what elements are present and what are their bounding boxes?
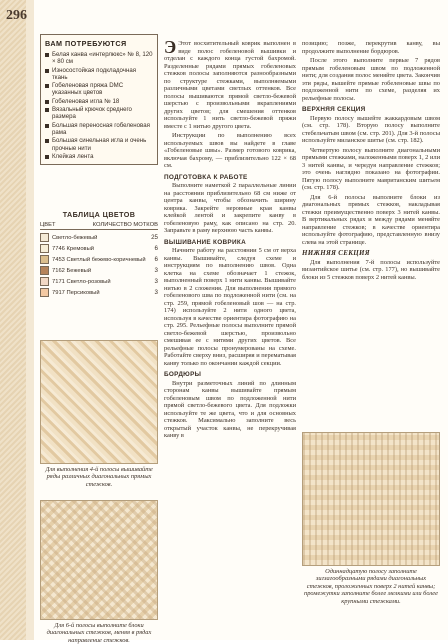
dropcap: Э [164,37,177,57]
materials-list [45,51,153,160]
paragraph: позицию; позже, перекрутив канву, вы продолжите выполнение бордюров. [302,40,440,55]
paragraph: Для 6-й полосы выполните блоки из диагональных прямых стежков, накладывая стежки преимущественно поверх 3 нитей канвы. В вертикальных рядах и между рядами меняйте направление стежков; в качестве ориентира используйте фотографию, представленную внизу слева на этой странице. [302,193,440,246]
color-row [40,287,158,298]
color-swatch [40,288,49,297]
paragraph: Внутри разметочных линий по длинным сторонам канвы вышивайте прямым гобеленовым швом по подложенной нити прямой светло-бежевого цвета. Для подложки используйте те же цвета, что и для основных стежков. Максимально заполните весь открытый участок канвы, не перекручивая канву в [164,379,296,439]
colors-table-title: ТАБЛИЦА ЦВЕТОВ [62,210,136,219]
materials-item: Гобеленовая игла № 18 [45,98,153,105]
caption-band-4: Для выполнения 4-й полосы вышивайте ряды различных диагональных прямых стежков. [45,466,153,488]
color-count: 6 [154,256,158,263]
paragraph: Выполните наметкой 2 параллельные линии на расстоянии приблизительно 68 см ниже от центра канвы, чтобы обозначить ширину коврика. Закрейте неровные края канвы клейкой лентой и закрепите канву в гобеленовую раму, как описано на стр. 20. Заправьте в раму верхнюю часть канвы. [164,182,296,234]
colors-table [40,222,158,298]
decorative-band-inner [26,0,34,640]
color-name: 7917 Персиковый [52,289,100,296]
color-count: 6 [154,245,158,252]
header-color: ЦВЕТ [40,222,56,228]
materials-item: Большая синельная игла и очень прочные нити [45,137,153,152]
paragraph: Первую полосу вышейте жаккардовым швом (см. стр. 178). Вторую полосу выполните стебельчатым швом (см. стр. 201). Для 3-й полосы используйте миланское шитье (см. стр. 182). [302,114,440,144]
color-swatch [40,277,49,286]
heading-bottom-section: НИЖНЯЯ СЕКЦИЯ [302,249,370,257]
materials-box [40,34,158,165]
color-row [40,276,158,287]
colors-table-header [40,222,158,230]
paragraph: Начните работу на расстоянии 5 см от верха канвы. Вышивайте, следуя схеме и инструкциям по выполнению швов. Одна клетка на схеме обозначает 1 стежок, выполненный поверх 1 нити канвы. Вышивайте нитью в 2 сложения. Для выполнения прямого гобеленового шва по подложенной нити (см. на стр. 259, прямой гобеленовый шов — на стр. 174) используйте 2 нити одного цвета, используя в качестве ориентира фотографию на стр. 295. Рельефные полосы выполните прямой светло-бежевой шерстью, произвольно смешивая ее с нитями других цветов. Все рельефные полосы пронумерованы на схеме. Работайте сверху вниз, расширяя и перематывая канву только по окончании каждой секции. [164,247,296,367]
materials-item: Клейкая лента [45,153,153,160]
color-count: 3 [154,289,158,296]
text-column-right [302,40,440,428]
color-row [40,243,158,254]
color-count: 3 [154,267,158,274]
text-column-middle [164,37,296,638]
colors-rows [40,232,158,298]
materials-item: Износостойкая подкладочная ткань [45,67,153,82]
intro-text: Этот восхитительный коврик выполнен в виде полос гобеленовой вышивки и отделан с каждого конца густой бахромой. Разделенные рядами прямых гобеленовых стежков полосы заполняются разнообразными по структуре стежками, выполняемыми различными цветами светлых оттенков. Все полосы вышиваются прямой светло-бежевой шерстью с произвольными вкраплениями других цветов; для смешения оттенков используйте 1 нить светло-бежевой пряжи вместе с 1 нитью другого цвета. [164,40,296,130]
color-row [40,232,158,243]
materials-item: Вязальный крючок среднего размера [45,106,153,121]
materials-item: Белая канва «интерлюкс» № 8, 120 × 80 см [45,51,153,66]
color-name: 7171 Светло-розовый [52,278,111,285]
caption-band-11: Одиннадцатую полосу заполните зигзагообразными рядами диагональных стежков, проложенных поверх 2 нитей канвы; промежутки заполните более мелкими или более крупными стежками. [304,568,438,605]
intro-paragraph [164,37,296,130]
materials-item: Большая переносная гобеленовая рама [45,122,153,137]
color-swatch [40,266,49,275]
color-count: 3 [154,278,158,285]
caption-band-6: Для 6-й полосы выполните блоки диагональных стежков, меняя в рядах направление стежков. [46,622,152,644]
paragraph: Для выполнения 7-й полосы используйте византийское шитье (см. стр. 177), но вышивайте блоки из 5 стежков поверх 2 нитей канвы. [302,258,440,281]
color-row [40,254,158,265]
color-row [40,265,158,276]
heading-stitching: ВЫШИВАНИЕ КОВРИКА [164,238,247,246]
header-count: КОЛИЧЕСТВО МОТКОВ [92,222,158,228]
materials-item: Гобеленовая пряжа DMC указанных цветов [45,82,153,97]
color-swatch [40,233,49,242]
color-count: 25 [151,234,158,241]
page-number: 296 [6,8,27,23]
stitch-photo-band-6 [40,500,158,620]
color-name: 7162 Бежевый [52,267,92,274]
paragraph: Четвертую полосу выполните диагональными прямыми стежками, наложенными поверх 1, 2 или 3 нитей канвы, и чередуя направление стежков; это очень наглядно показано на фотографии. Пятую полосу выполните мавританским шитьем (см. стр. 178). [302,146,440,191]
decorative-band [0,0,26,640]
paragraph: После этого выполните первые 7 рядов прямым гобеленовым швом по подложенной нити; для создания полос меняйте цвета. Закончив эти ряды, вышейте прямые гобеленовые швы по подложенной нити по схеме, разделяя их рельефные полосы. [302,57,440,102]
paragraph: Инструкции по выполнению всех используемых швов вы найдете в главе «Гобеленовые швы». Размер готового коврика, включая бахрому, — приблизительно 122 × 68 см. [164,132,296,169]
heading-preparation: ПОДГОТОВКА К РАБОТЕ [164,173,248,181]
color-name: 7453 Светлый бежево-коричневый [52,256,146,263]
heading-border: БОРДЮРЫ [164,371,202,378]
color-swatch [40,244,49,253]
color-swatch [40,255,49,264]
heading-top-section: ВЕРХНЯЯ СЕКЦИЯ [302,106,366,113]
stitch-photo-band-11 [302,432,440,566]
color-name: 7746 Кремовый [52,245,95,252]
color-name: Светло-бежевый [52,234,98,241]
materials-title: ВАМ ПОТРЕБУЮТСЯ [45,39,127,48]
stitch-photo-band-4 [40,340,158,464]
